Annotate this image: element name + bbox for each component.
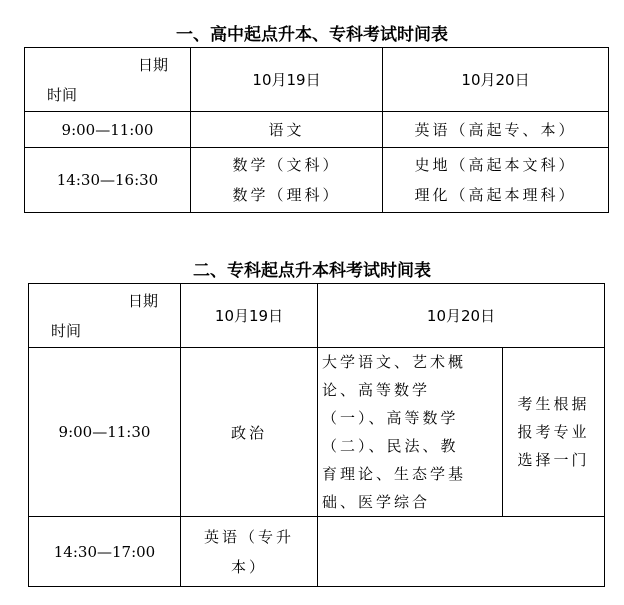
- table1-row2-day2-line1: 史地（高起本文科）: [414, 156, 577, 174]
- note-line: 考生根据: [517, 395, 590, 413]
- table1-row2-time: 14:30—16:30: [25, 148, 191, 213]
- subject-line: 论、高等数学: [322, 381, 431, 399]
- table2-row2-day2: [318, 517, 605, 587]
- note-line: 选择一门: [517, 451, 590, 469]
- subject-line: 大学语文、艺术概: [322, 353, 467, 371]
- table2: [28, 283, 605, 587]
- table2-row1-day1: 政治: [181, 348, 318, 517]
- time-label: 时间: [51, 322, 82, 340]
- subject-line: （二）、民法、教: [322, 437, 459, 455]
- note-line: 报考专业: [517, 423, 590, 441]
- date-label: 日期: [137, 56, 168, 74]
- table2-row2-time: 14:30—17:00: [29, 517, 181, 587]
- table1: [24, 47, 609, 213]
- table1-title: 一、高中起点升本、专科考试时间表: [176, 25, 448, 45]
- table1-row2-day1: [191, 148, 383, 213]
- table1-row2-day2: [383, 148, 609, 213]
- table1-day2-header: 10月20日: [383, 48, 609, 112]
- table2-row1-day2-note: [503, 348, 605, 517]
- time-label: 时间: [47, 86, 78, 104]
- table2-row2-day1-line1: 英语（专升: [203, 527, 294, 546]
- table1-row1-day1: 语文: [191, 112, 383, 148]
- subject-line: 育理论、生态学基: [322, 465, 467, 483]
- table2-day1-header: 10月19日: [181, 284, 318, 348]
- table2-row1-day2-subjects: [318, 348, 503, 517]
- table2-row2-day1-line2: 本）: [230, 557, 267, 576]
- table2-day2-header: 10月20日: [318, 284, 605, 348]
- table2-title: 二、专科起点升本科考试时间表: [193, 261, 431, 281]
- table1-corner-cell: [25, 48, 191, 112]
- table1-row1-time: 9:00—11:00: [25, 112, 191, 148]
- subject-line: （一）、高等数学: [322, 409, 459, 427]
- table1-row2-day1-line1: 数学（文科）: [232, 156, 341, 174]
- table2-corner-cell: [29, 284, 181, 348]
- table1-row1-day2: 英语（高起专、本）: [383, 112, 609, 148]
- date-label: 日期: [127, 292, 158, 310]
- table2-row1-time: 9:00—11:30: [29, 348, 181, 517]
- table2-row2-day1: [181, 517, 318, 587]
- table1-row2-day1-line2: 数学（理科）: [232, 186, 341, 204]
- subject-line: 础、医学综合: [322, 493, 431, 511]
- table1-row2-day2-line2: 理化（高起本理科）: [414, 186, 577, 204]
- table1-day1-header: 10月19日: [191, 48, 383, 112]
